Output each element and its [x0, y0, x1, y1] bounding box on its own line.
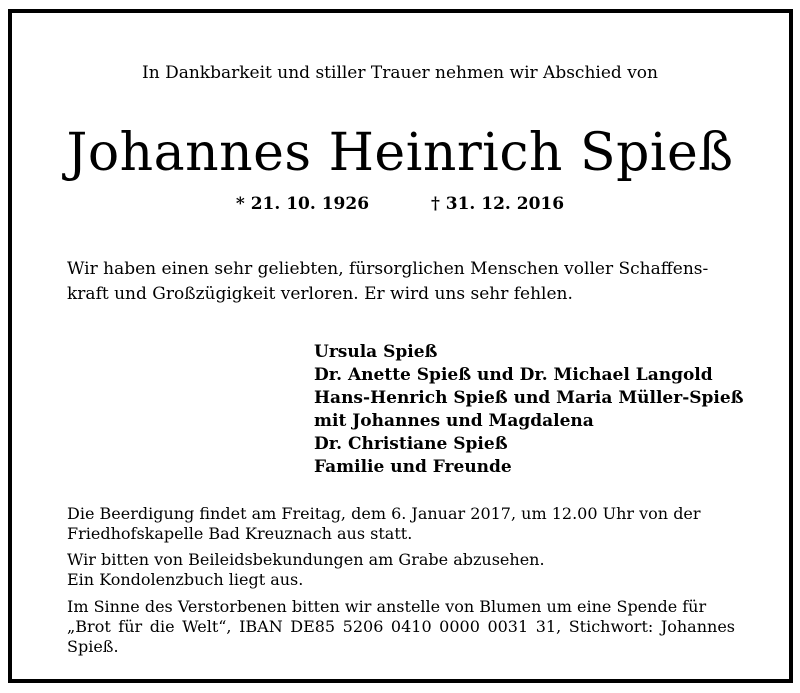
condolence-line: Wir bitten von Beileidsbekundungen am Grabe abzusehen. — [67, 550, 545, 569]
mourner-entry: mit Johannes und Magdalena — [314, 411, 594, 431]
mourner-entry: Ursula Spieß — [314, 342, 438, 362]
funeral-line: Die Beerdigung findet am Freitag, dem 6. Januar 2017, um 12.00 Uhr von der — [67, 504, 701, 523]
tribute-text — [67, 257, 735, 307]
life-dates — [0, 193, 800, 215]
birth-date: * 21. 10. 1926 — [235, 194, 370, 214]
mourner-entry: Familie und Freunde — [314, 457, 512, 477]
condolence-info — [67, 550, 735, 590]
condolence-line: Ein Kondolenzbuch liegt aus. — [67, 570, 304, 589]
deceased-name: Johannes Heinrich Spieß — [66, 123, 734, 183]
death-date: † 31. 12. 2016 — [430, 194, 565, 214]
donation-line: „Brot für die Welt“, IBAN DE85 5206 0410 0000 0031 31, Stichwort: Johannes Spieß. — [67, 617, 735, 656]
mourner-entry: Dr. Christiane Spieß — [314, 434, 508, 454]
mourner-entry: Dr. Anette Spieß und Dr. Michael Langold — [314, 365, 713, 385]
mourners-list — [314, 341, 744, 479]
donation-info — [67, 597, 735, 657]
intro-line: In Dankbarkeit und stiller Trauer nehmen wir Abschied von — [142, 63, 658, 83]
donation-line: Im Sinne des Verstorbenen bitten wir anstelle von Blumen um eine Spende für — [67, 597, 707, 616]
funeral-line: Friedhofskapelle Bad Kreuznach aus statt. — [67, 524, 413, 543]
tribute-line: kraft und Großzügigkeit verloren. Er wird uns sehr fehlen. — [67, 284, 573, 304]
mourner-entry: Hans-Henrich Spieß und Maria Müller-Spieß — [314, 388, 744, 408]
funeral-info — [67, 504, 735, 544]
tribute-line: Wir haben einen sehr geliebten, fürsorglichen Menschen voller Schaffens- — [67, 259, 709, 279]
